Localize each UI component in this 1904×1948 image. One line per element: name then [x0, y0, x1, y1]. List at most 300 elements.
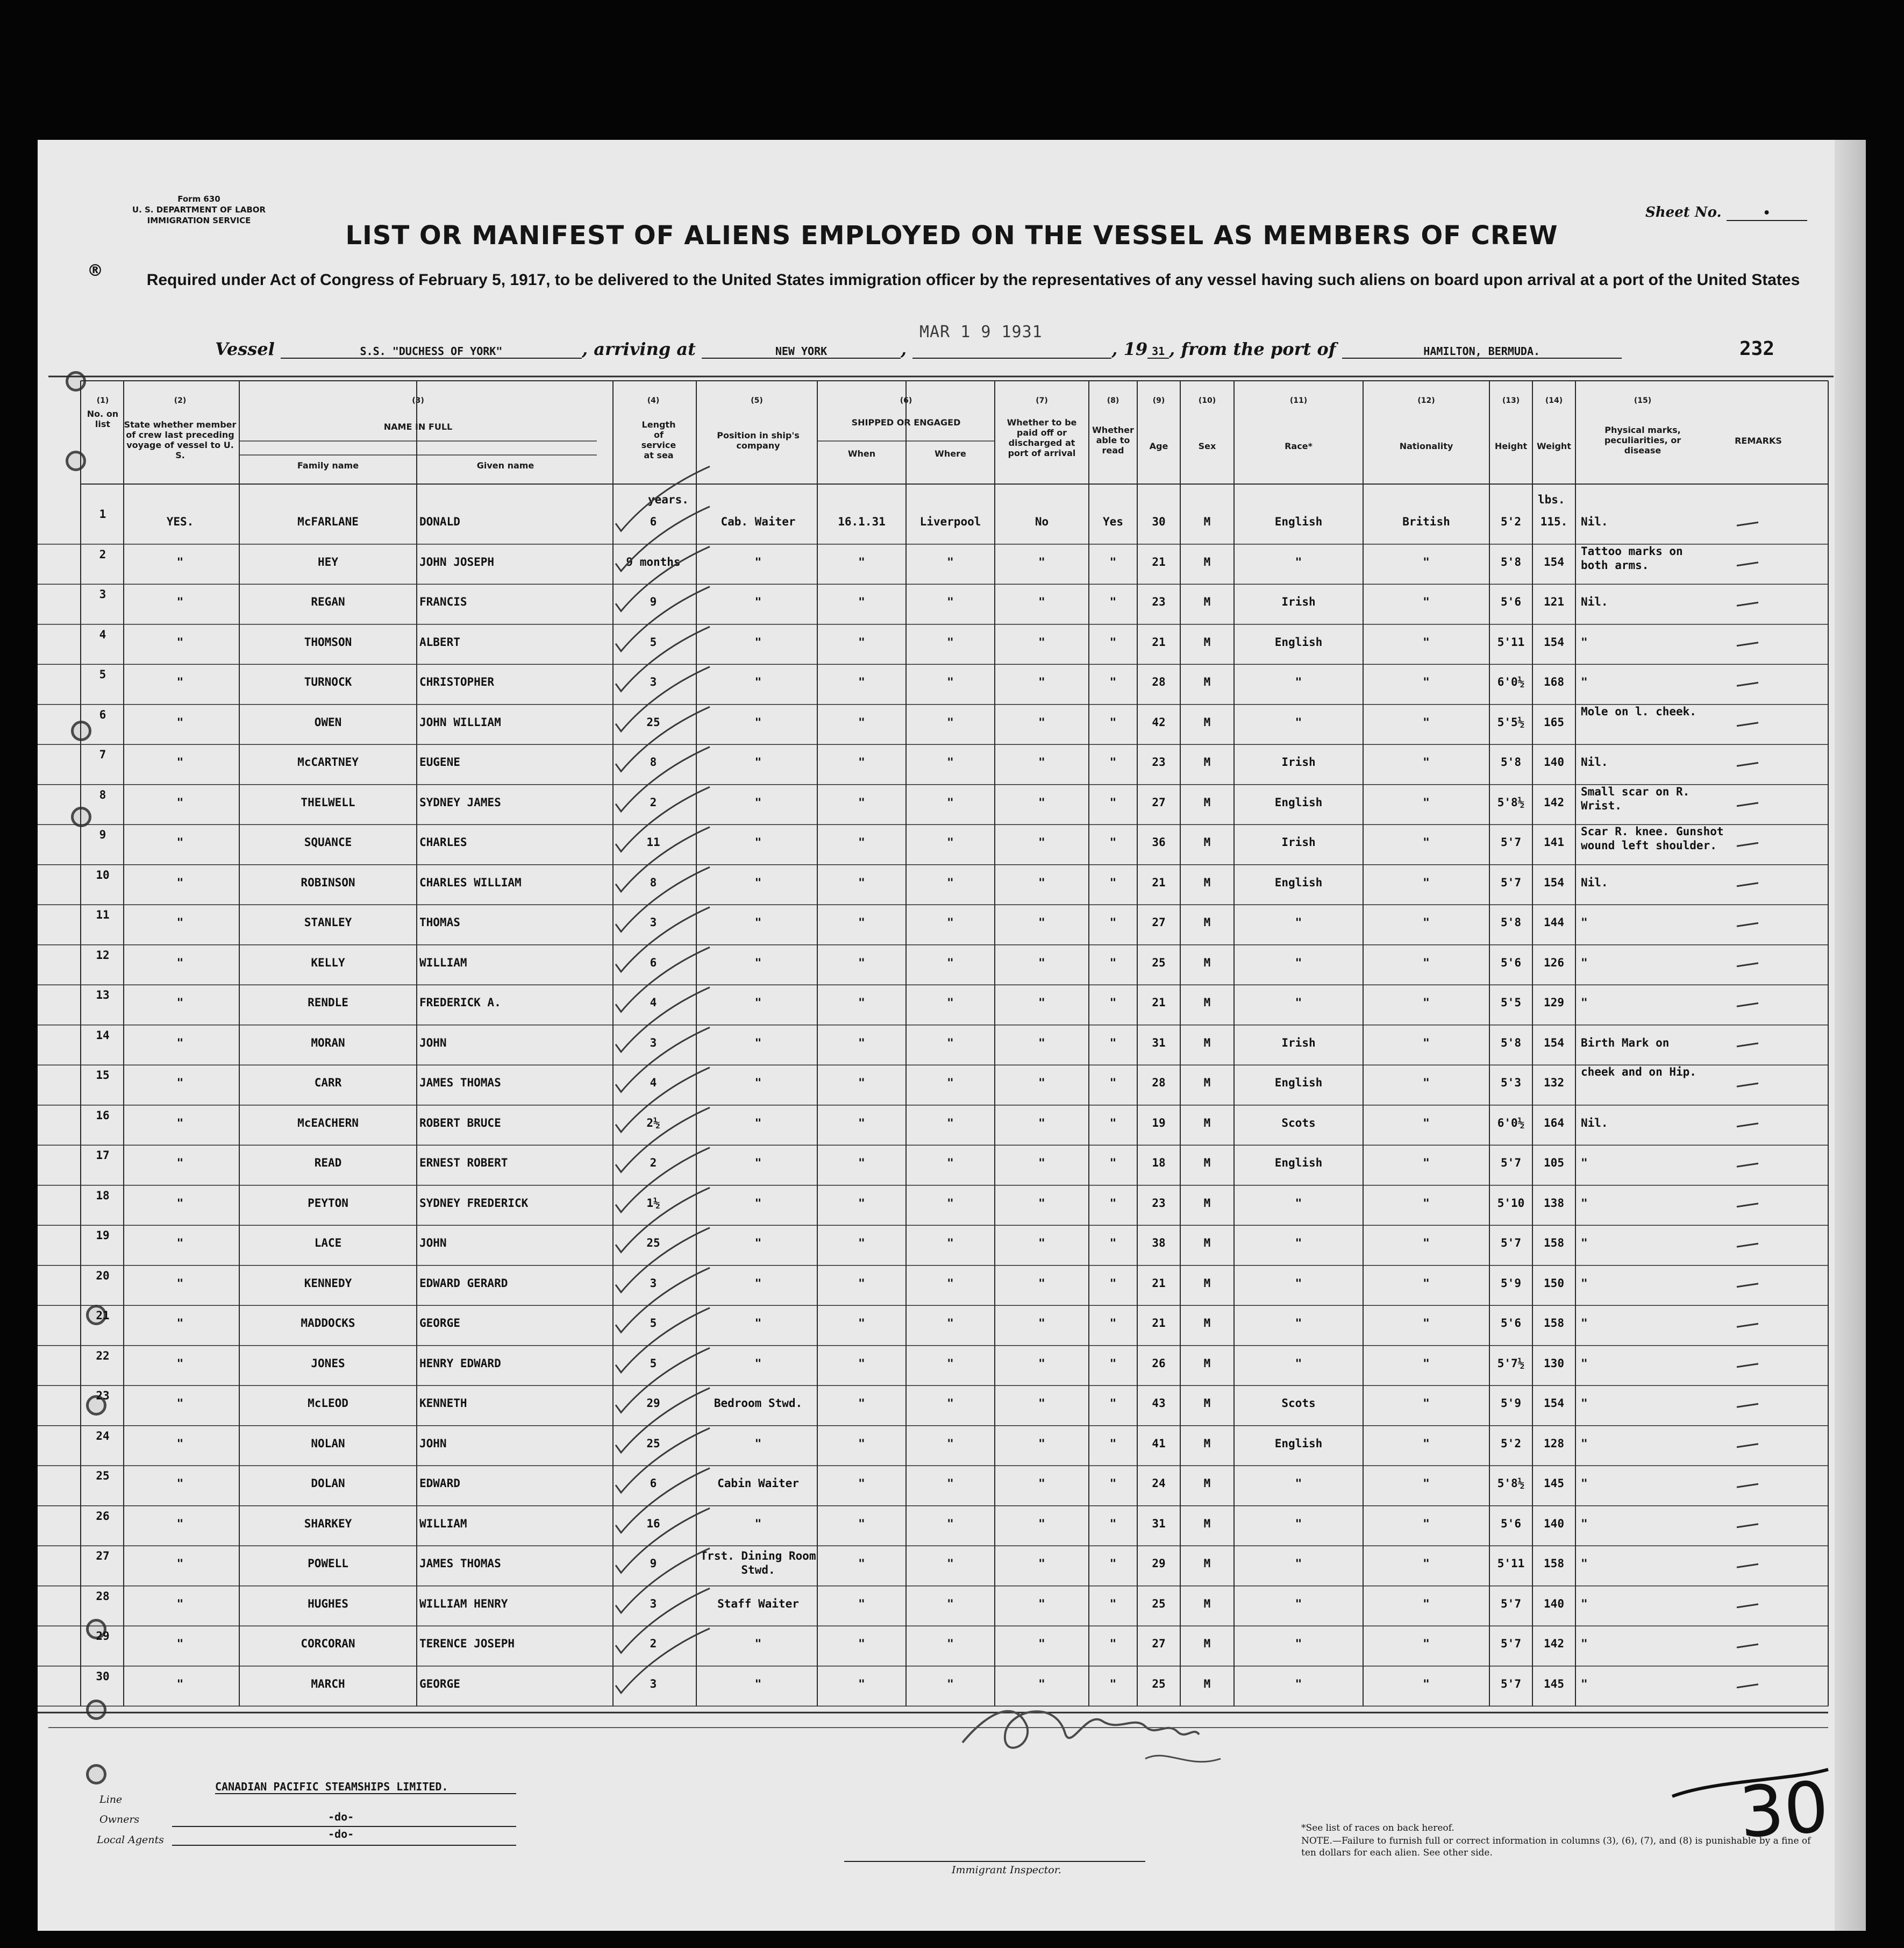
sex: M [1203, 916, 1211, 929]
check-mark-icon [616, 707, 710, 771]
weight: 154 [1544, 876, 1564, 889]
length-of-service: 9 [650, 1557, 657, 1570]
previous-voyage: " [176, 956, 184, 969]
previous-voyage: " [176, 555, 184, 568]
check-mark-icon [616, 627, 710, 691]
check-mark-icon [616, 867, 710, 932]
weight: 164 [1544, 1116, 1564, 1129]
nationality: " [1423, 956, 1430, 969]
paid-off: " [1038, 1276, 1045, 1290]
agents-value: -do- [328, 1828, 354, 1840]
height: 6'0½ [1497, 676, 1525, 689]
owners-rule [172, 1826, 516, 1827]
age: 23 [1152, 1196, 1166, 1210]
col-9-number: (9) [1152, 396, 1165, 405]
age: 21 [1152, 635, 1166, 649]
remark-tick-icon [1737, 763, 1758, 766]
shipped-where: " [947, 1477, 954, 1490]
height: 5'9 [1501, 1397, 1521, 1410]
family-name: PEYTON [308, 1196, 348, 1210]
height: 5'8½ [1497, 795, 1525, 809]
paid-off: " [1038, 916, 1045, 929]
family-name: POWELL [308, 1557, 348, 1570]
given-name: JOHN JOSEPH [419, 555, 495, 568]
able-to-read: " [1109, 1557, 1117, 1570]
physical-marks: " [1581, 1677, 1588, 1690]
shipped-when: " [858, 916, 865, 929]
race: Irish [1281, 595, 1316, 609]
shipped-when: " [858, 635, 865, 649]
shipped-when: " [858, 1517, 865, 1530]
col-15-header: Physical marks, peculiarities, or disease [1604, 425, 1681, 456]
shipped-where: " [947, 1036, 954, 1049]
position: " [754, 1156, 762, 1170]
shipped-when: " [858, 836, 865, 849]
weight-unit: lbs. [1538, 493, 1565, 506]
remark-tick-icon [1737, 1644, 1758, 1647]
able-to-read: " [1109, 635, 1117, 649]
age: 27 [1152, 916, 1166, 929]
col-8-number: (8) [1107, 396, 1119, 405]
weight: 142 [1544, 1637, 1564, 1651]
nationality: " [1423, 676, 1430, 689]
physical-marks: " [1581, 996, 1588, 1009]
line-label: Line [99, 1794, 123, 1805]
col-15-number: (15) [1634, 396, 1652, 405]
shipped-where: " [947, 1356, 954, 1370]
check-mark-icon [616, 1148, 710, 1212]
shipped-where: Liverpool [919, 515, 981, 529]
position: " [754, 1116, 762, 1129]
family-name: McLEOD [308, 1397, 348, 1410]
position: " [754, 1236, 762, 1250]
able-to-read: " [1109, 1597, 1117, 1610]
remark-tick-icon [1737, 1003, 1758, 1006]
sex: M [1203, 515, 1211, 529]
given-name: HENRY EDWARD [419, 1356, 501, 1370]
remark-tick-icon [1737, 522, 1758, 525]
height: 5'8 [1501, 1036, 1521, 1049]
weight: 141 [1544, 836, 1564, 849]
race: " [1295, 715, 1302, 729]
previous-voyage: " [176, 1597, 184, 1610]
weight: 154 [1544, 555, 1564, 568]
given-name: JOHN [419, 1236, 447, 1250]
nationality: " [1423, 1156, 1430, 1170]
remark-tick-icon [1737, 1243, 1758, 1247]
check-mark-icon [616, 1268, 710, 1332]
remark-tick-icon [1737, 1684, 1758, 1688]
row-number: 11 [96, 908, 110, 922]
col-9-header: Age [1149, 441, 1168, 451]
form-number: Form 630 [177, 194, 220, 204]
nationality: " [1423, 1036, 1430, 1049]
family-name: SQUANCE [304, 836, 352, 849]
shipped-when: " [858, 1356, 865, 1370]
sex: M [1203, 1477, 1211, 1490]
row-number: 18 [96, 1189, 110, 1202]
previous-voyage: " [176, 795, 184, 809]
physical-marks: " [1581, 1276, 1588, 1290]
position: " [754, 1036, 762, 1049]
sex: M [1203, 715, 1211, 729]
family-name: SHARKEY [304, 1517, 352, 1530]
remark-tick-icon [1737, 602, 1758, 606]
remark-tick-icon [1737, 1604, 1758, 1608]
physical-marks: " [1581, 1437, 1588, 1450]
race: Scots [1281, 1397, 1316, 1410]
age: 31 [1152, 1517, 1166, 1530]
age: 43 [1152, 1397, 1166, 1410]
family-name: McCARTNEY [297, 756, 359, 769]
col-6-number: (6) [900, 396, 912, 405]
age: 28 [1152, 676, 1166, 689]
weight: 145 [1544, 1477, 1564, 1490]
row-number: 9 [99, 828, 106, 842]
race: " [1295, 1677, 1302, 1690]
col-6-header: SHIPPED OR ENGAGED [851, 417, 961, 428]
age: 21 [1152, 996, 1166, 1009]
weight: 154 [1544, 635, 1564, 649]
remark-tick-icon [1737, 1564, 1758, 1567]
shipped-when: " [858, 1397, 865, 1410]
shipped-when: " [858, 1236, 865, 1250]
paid-off: " [1038, 1517, 1045, 1530]
weight: 165 [1544, 715, 1564, 729]
paid-off: " [1038, 1597, 1045, 1610]
length-of-service: 2 [650, 795, 657, 809]
family-name: LACE [314, 1236, 342, 1250]
sex: M [1203, 1156, 1211, 1170]
paid-off: " [1038, 1356, 1045, 1370]
race: " [1295, 1356, 1302, 1370]
shipped-where: " [947, 1437, 954, 1450]
height: 5'5½ [1497, 715, 1525, 729]
shipped-where: " [947, 1397, 954, 1410]
col-1-number: (1) [96, 396, 109, 405]
row-number: 7 [99, 748, 106, 762]
inspector-rule [844, 1861, 1145, 1862]
position: Bedroom Stwd. [714, 1397, 803, 1410]
paid-off: No [1035, 515, 1049, 529]
age: 41 [1152, 1437, 1166, 1450]
weight: 128 [1544, 1437, 1564, 1450]
length-of-service: 9 [650, 595, 657, 609]
check-mark-icon [616, 1388, 710, 1453]
sex: M [1203, 756, 1211, 769]
col-10-number: (10) [1198, 396, 1216, 405]
shipped-when: " [858, 1557, 865, 1570]
shipped-where: " [947, 1156, 954, 1170]
col-2-header: State whether member of crew last preceding voyage of vessel to U. S. [124, 420, 237, 460]
weight: 129 [1544, 996, 1564, 1009]
race: " [1295, 1597, 1302, 1610]
length-of-service: 1½ [646, 1196, 660, 1210]
family-name: MARCH [311, 1677, 345, 1690]
able-to-read: " [1109, 756, 1117, 769]
handwritten-marks [38, 140, 1866, 1931]
nationality: " [1423, 555, 1430, 568]
height: 5'7 [1501, 876, 1521, 889]
shipped-where: " [947, 836, 954, 849]
given-name: DONALD [419, 515, 460, 529]
given-name: GEORGE [419, 1317, 460, 1330]
nationality: " [1423, 595, 1430, 609]
check-mark-icon [616, 947, 710, 1012]
height: 5'7 [1501, 1156, 1521, 1170]
physical-marks: " [1581, 1597, 1588, 1610]
race: " [1295, 1637, 1302, 1651]
able-to-read: " [1109, 1637, 1117, 1651]
able-to-read: " [1109, 1477, 1117, 1490]
col-13-number: (13) [1502, 396, 1520, 405]
previous-voyage: " [176, 676, 184, 689]
vessel-label: Vessel [215, 339, 275, 359]
check-mark-icon [616, 987, 710, 1052]
shipped-where: " [947, 1196, 954, 1210]
shipped-when: " [858, 676, 865, 689]
weight: 105 [1544, 1156, 1564, 1170]
length-of-service: 25 [646, 1437, 660, 1450]
able-to-read: " [1109, 1196, 1117, 1210]
age: 38 [1152, 1236, 1166, 1250]
given-name: TERENCE JOSEPH [419, 1637, 515, 1651]
shipped-when: " [858, 1317, 865, 1330]
col-5-number: (5) [751, 396, 763, 405]
nationality: " [1423, 1196, 1430, 1210]
height: 5'5 [1501, 996, 1521, 1009]
length-of-service: 3 [650, 1677, 657, 1690]
row-number: 27 [96, 1549, 110, 1563]
age: 29 [1152, 1557, 1166, 1570]
vessel-line: Vessel S.S. "DUCHESS OF YORK" , arriving at NEW YORK , , 19 31 , from the port of HAMILTON, BERMUDA. [215, 339, 1844, 359]
paid-off: " [1038, 1236, 1045, 1250]
nationality: " [1423, 1276, 1430, 1290]
remark-tick-icon [1737, 1163, 1758, 1167]
col-4-header: Length of service at sea [641, 420, 676, 460]
height: 5'3 [1501, 1076, 1521, 1090]
able-to-read: " [1109, 1276, 1117, 1290]
family-name: HUGHES [308, 1597, 348, 1610]
given-name: JOHN [419, 1437, 447, 1450]
shipped-when: " [858, 1437, 865, 1450]
previous-voyage: " [176, 635, 184, 649]
nationality: " [1423, 1517, 1430, 1530]
previous-voyage: " [176, 595, 184, 609]
nationality: " [1423, 1557, 1430, 1570]
row-number: 23 [96, 1389, 110, 1403]
row-number: 4 [99, 628, 106, 641]
given-name: ROBERT BRUCE [419, 1116, 501, 1129]
race: Irish [1281, 756, 1316, 769]
previous-voyage: " [176, 1397, 184, 1410]
given-name: SYDNEY JAMES [419, 795, 501, 809]
given-name: GEORGE [419, 1677, 460, 1690]
able-to-read: " [1109, 795, 1117, 809]
weight: 158 [1544, 1236, 1564, 1250]
sex: M [1203, 1317, 1211, 1330]
age: 30 [1152, 515, 1166, 529]
length-of-service: 6 [650, 956, 657, 969]
paid-off: " [1038, 876, 1045, 889]
physical-marks: Nil. [1581, 876, 1608, 889]
sex: M [1203, 635, 1211, 649]
physical-marks: " [1581, 1236, 1588, 1250]
previous-voyage: " [176, 1116, 184, 1129]
given-name: KENNETH [419, 1397, 467, 1410]
height: 5'11 [1497, 635, 1525, 649]
physical-marks: Nil. [1581, 515, 1608, 529]
shipped-when: " [858, 1036, 865, 1049]
race: English [1274, 1076, 1323, 1090]
col-3-header: NAME IN FULL [383, 422, 453, 432]
nationality: " [1423, 1116, 1430, 1129]
length-of-service: 2½ [646, 1116, 660, 1129]
nationality: " [1423, 1597, 1430, 1610]
previous-voyage: " [176, 1437, 184, 1450]
given-name: THOMAS [419, 916, 460, 929]
length-of-service: 4 [650, 996, 657, 1009]
position: " [754, 715, 762, 729]
sex: M [1203, 1116, 1211, 1129]
age: 31 [1152, 1036, 1166, 1049]
nationality: " [1423, 1477, 1430, 1490]
age: 18 [1152, 1156, 1166, 1170]
able-to-read: " [1109, 1517, 1117, 1530]
weight: 142 [1544, 795, 1564, 809]
shipped-where: " [947, 756, 954, 769]
nationality: British [1402, 515, 1450, 529]
height: 5'6 [1501, 1517, 1521, 1530]
family-name: DOLAN [311, 1477, 345, 1490]
age: 21 [1152, 555, 1166, 568]
position: " [754, 1637, 762, 1651]
previous-voyage: " [176, 715, 184, 729]
sex: M [1203, 1076, 1211, 1090]
physical-marks: " [1581, 916, 1588, 929]
age: 23 [1152, 595, 1166, 609]
shipped-where: " [947, 1076, 954, 1090]
previous-voyage: " [176, 836, 184, 849]
sex: M [1203, 795, 1211, 809]
age: 24 [1152, 1477, 1166, 1490]
check-mark-icon [616, 546, 710, 611]
shipped-where: " [947, 996, 954, 1009]
remark-tick-icon [1737, 803, 1758, 806]
able-to-read: " [1109, 1356, 1117, 1370]
height: 5'8 [1501, 756, 1521, 769]
height: 5'7 [1501, 1677, 1521, 1690]
check-mark-icon [616, 1228, 710, 1292]
height: 5'8 [1501, 916, 1521, 929]
family-name: MADDOCKS [301, 1317, 355, 1330]
remark-tick-icon [1737, 1444, 1758, 1447]
vessel-name: S.S. "DUCHESS OF YORK" [281, 345, 582, 359]
paid-off: " [1038, 715, 1045, 729]
remark-tick-icon [1737, 1524, 1758, 1527]
sex: M [1203, 1517, 1211, 1530]
shipped-when: " [858, 1076, 865, 1090]
length-of-service: 2 [650, 1156, 657, 1170]
given-name: JOHN [419, 1036, 447, 1049]
paid-off: " [1038, 1156, 1045, 1170]
sex: M [1203, 1677, 1211, 1690]
row-number: 26 [96, 1509, 110, 1523]
col-11-header: Race* [1285, 441, 1313, 451]
col-3-number: (3) [412, 396, 424, 405]
length-of-service: 8 [650, 756, 657, 769]
shipped-where: " [947, 1317, 954, 1330]
remark-tick-icon [1737, 1484, 1758, 1487]
length-of-service: 8 [650, 876, 657, 889]
row-number: 30 [96, 1669, 110, 1683]
given-name: JAMES THOMAS [419, 1076, 501, 1090]
position: " [754, 1437, 762, 1450]
paid-off: " [1038, 1477, 1045, 1490]
height: 5'2 [1501, 1437, 1521, 1450]
race: " [1295, 996, 1302, 1009]
position: " [754, 1317, 762, 1330]
agents-label: Local Agents [97, 1834, 164, 1846]
row-number: 2 [99, 548, 106, 561]
remark-tick-icon [1737, 1404, 1758, 1407]
sex: M [1203, 676, 1211, 689]
paid-off: " [1038, 1637, 1045, 1651]
paid-off: " [1038, 1677, 1045, 1690]
able-to-read: " [1109, 1076, 1117, 1090]
paid-off: " [1038, 1036, 1045, 1049]
row-number: 1 [99, 508, 106, 521]
nationality: " [1423, 1076, 1430, 1090]
row-number: 10 [96, 868, 110, 881]
age: 26 [1152, 1356, 1166, 1370]
physical-marks: " [1581, 1397, 1588, 1410]
sex: M [1203, 1236, 1211, 1250]
row-number: 3 [99, 588, 106, 601]
given-name: FRANCIS [419, 595, 467, 609]
shipped-where: " [947, 555, 954, 568]
height: 5'6 [1501, 595, 1521, 609]
age: 23 [1152, 756, 1166, 769]
race: " [1295, 916, 1302, 929]
previous-voyage: " [176, 996, 184, 1009]
age: 28 [1152, 1076, 1166, 1090]
page-subtitle: Required under Act of Congress of February 5, 1917, to be delivered to the United States immigration officer by the representatives of any vessel having such aliens on board upon arrival at a port of the United States [146, 271, 1800, 289]
paid-off: " [1038, 1397, 1045, 1410]
previous-voyage: " [176, 1557, 184, 1570]
shipped-when: " [858, 1116, 865, 1129]
age: 42 [1152, 715, 1166, 729]
physical-marks: " [1581, 1637, 1588, 1651]
remark-tick-icon [1737, 963, 1758, 966]
col-6-where-header: Where [935, 449, 966, 459]
col-1-header: No. on list [87, 409, 119, 429]
penalty-note: NOTE.—Failure to furnish full or correct information in columns (3), (6), (7), and (8) is punishable by a fine of ten dollars for each alien. See other side. [1301, 1836, 1811, 1858]
row-number: 22 [96, 1349, 110, 1362]
physical-marks: " [1581, 1356, 1588, 1370]
previous-voyage: " [176, 1317, 184, 1330]
weight: 140 [1544, 1517, 1564, 1530]
check-mark-icon [616, 907, 710, 972]
remark-tick-icon [1737, 1364, 1758, 1367]
race: English [1274, 1156, 1323, 1170]
race: Scots [1281, 1116, 1316, 1129]
sex: M [1203, 1196, 1211, 1210]
height: 5'2 [1501, 515, 1521, 529]
shipped-where: " [947, 1557, 954, 1570]
shipped-when: " [858, 555, 865, 568]
position: Cab. Waiter [721, 515, 796, 529]
